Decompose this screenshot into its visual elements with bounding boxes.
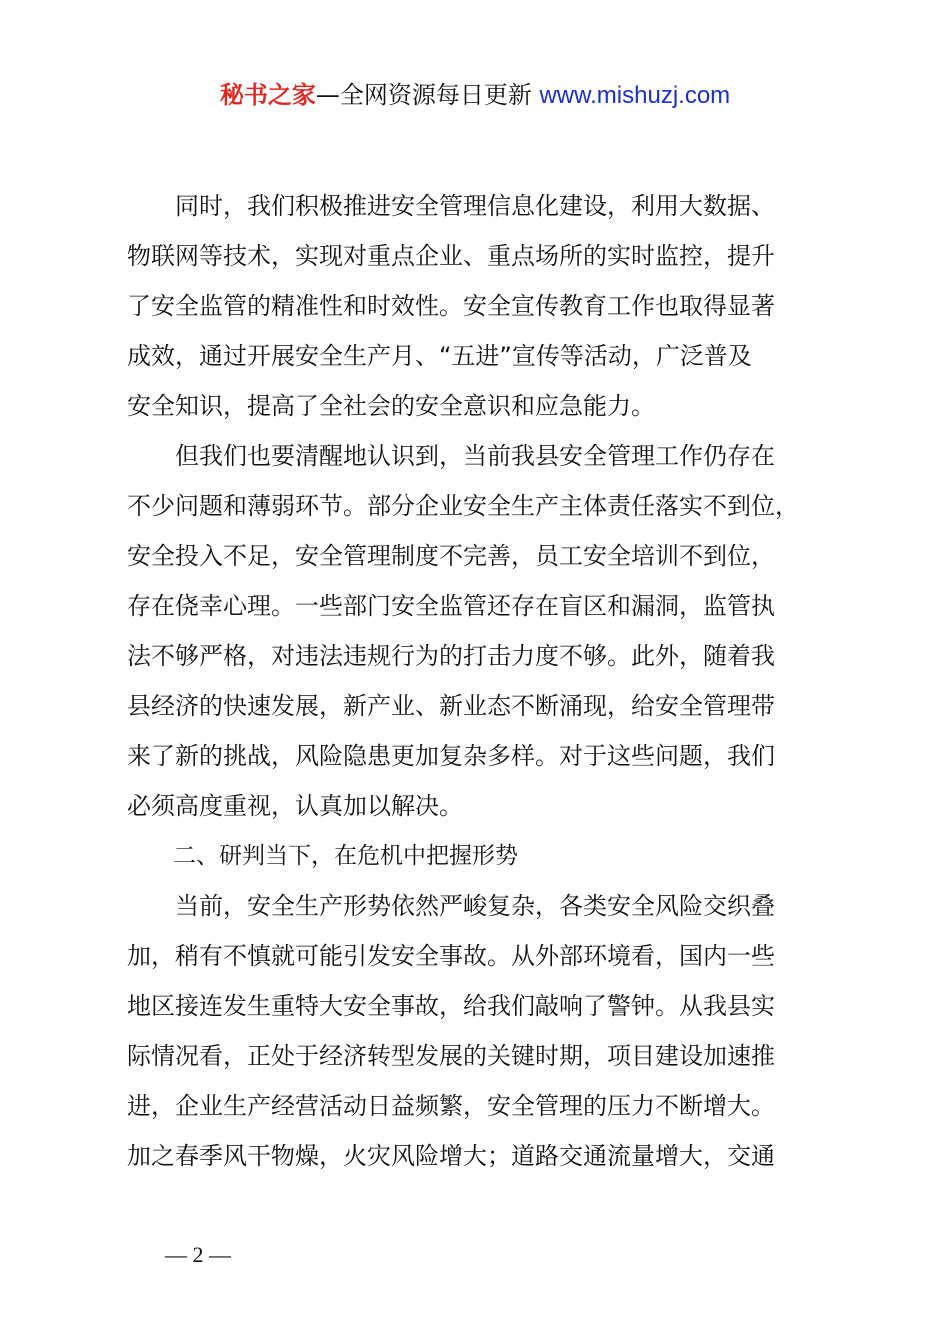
text-line: 法不够严格，对违法违规行为的打击力度不够。此外，随着我 <box>127 642 775 670</box>
text-line: 成效，通过开展安全生产月、“五进”宣传等活动，广泛普及 <box>127 342 752 370</box>
text-line: 安全知识，提高了全社会的安全意识和应急能力。 <box>127 392 655 420</box>
text-line: 县经济的快速发展，新产业、新业态不断涌现，给安全管理带 <box>127 692 775 720</box>
text-line: 来了新的挑战，风险隐患更加复杂多样。对于这些问题，我们 <box>127 742 775 770</box>
paragraph <box>127 181 833 431</box>
site-banner <box>0 78 950 113</box>
text-line: 加之春季风干物燥，火灾风险增大；道路交通流量增大，交通 <box>127 1142 775 1170</box>
paragraph <box>127 881 833 1181</box>
document-body <box>127 181 833 1181</box>
text-line: 不少问题和薄弱环节。部分企业安全生产主体责任落实不到位， <box>127 492 799 520</box>
text-line: 同时，我们积极推进安全管理信息化建设，利用大数据、 <box>175 192 775 220</box>
text-line: 必须高度重视，认真加以解决。 <box>127 792 463 820</box>
brand-name: 秘书之家 <box>219 81 316 109</box>
text-line: 进，企业生产经营活动日益频繁，安全管理的压力不断增大。 <box>127 1092 775 1120</box>
text-line: 了安全监管的精准性和时效性。安全宣传教育工作也取得显著 <box>127 292 775 320</box>
banner-slogan: —全网资源每日更新 <box>315 81 540 109</box>
text-line: 当前，安全生产形势依然严峻复杂，各类安全风险交织叠 <box>175 892 775 920</box>
text-line: 物联网等技术，实现对重点企业、重点场所的实时监控，提升 <box>127 242 775 270</box>
paragraph <box>127 431 833 831</box>
text-line: 际情况看，正处于经济转型发展的关键时期，项目建设加速推 <box>127 1042 775 1070</box>
text-line: 安全投入不足，安全管理制度不完善，员工安全培训不到位， <box>127 542 775 570</box>
page-number: — 2 — <box>165 1242 231 1267</box>
site-url-link[interactable]: www.mishuzj.com <box>539 82 731 109</box>
text-line: 但我们也要清醒地认识到，当前我县安全管理工作仍存在 <box>175 442 775 470</box>
text-line: 地区接连发生重特大安全事故，给我们敲响了警钟。从我县实 <box>127 992 775 1020</box>
heading-text: 二、研判当下，在危机中把握形势 <box>173 843 518 869</box>
text-line: 加，稍有不慎就可能引发安全事故。从外部环境看，国内一些 <box>127 942 775 970</box>
section-heading <box>127 831 833 881</box>
text-line: 存在侥幸心理。一些部门安全监管还存在盲区和漏洞，监管执 <box>127 592 775 620</box>
